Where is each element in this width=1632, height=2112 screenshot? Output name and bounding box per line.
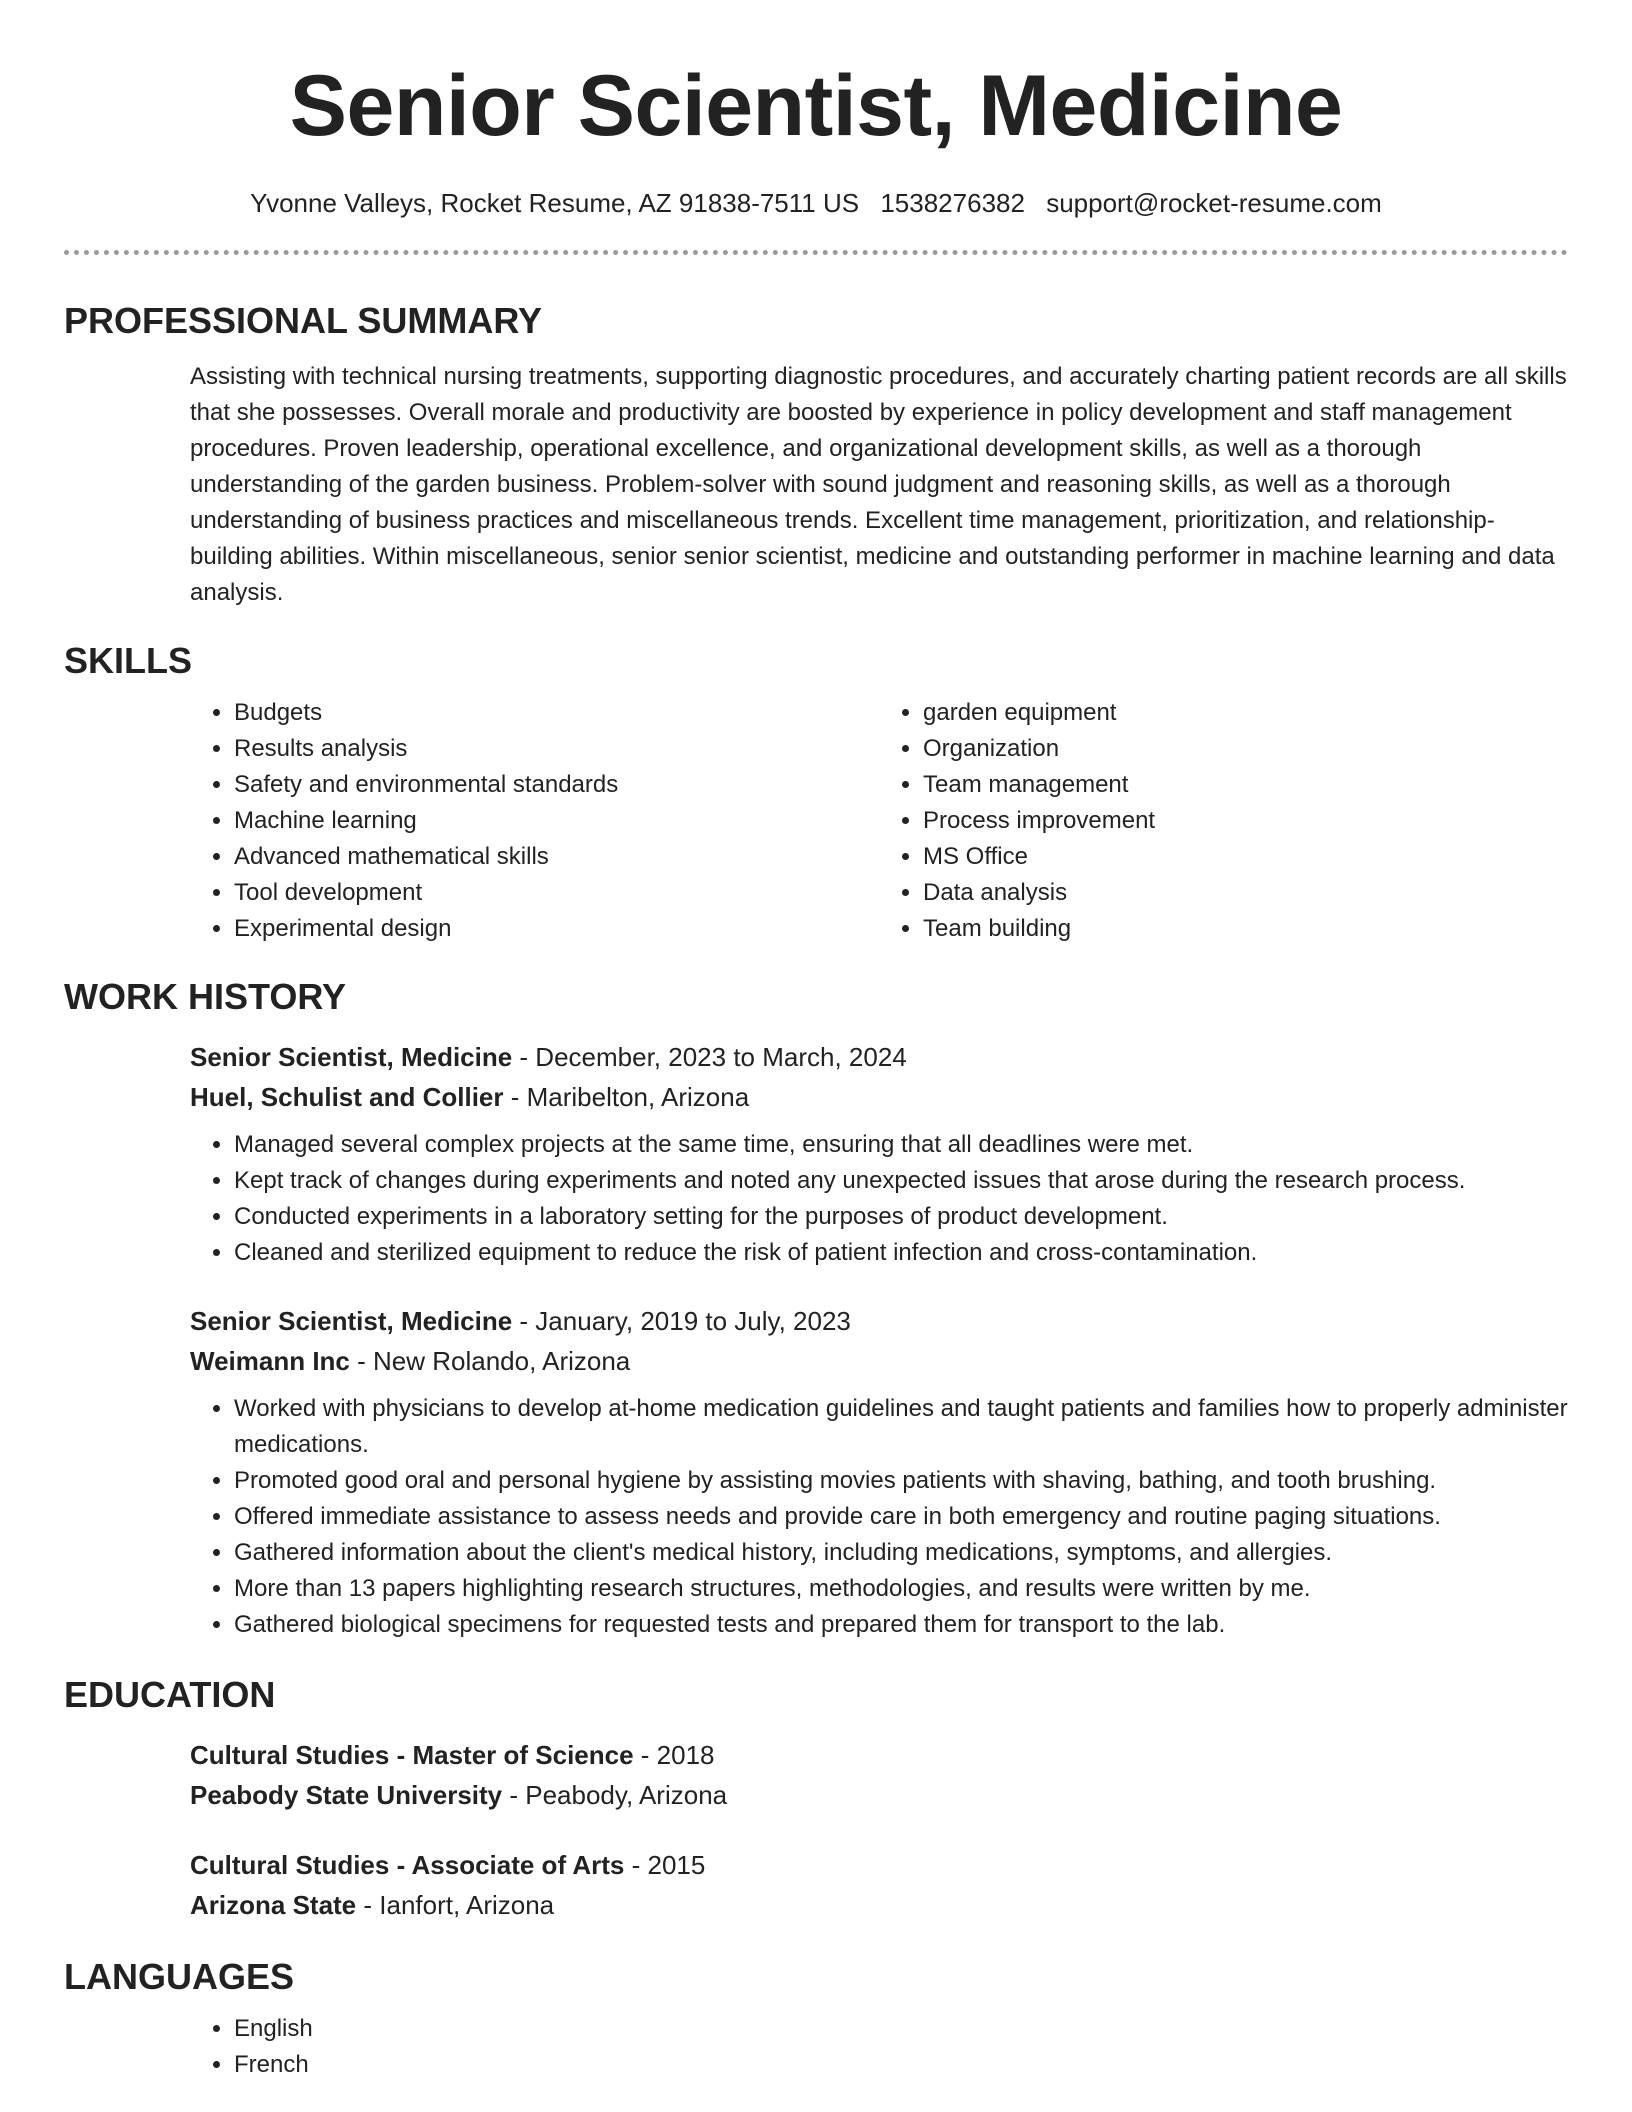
resume-title: Senior Scientist, Medicine [289,58,1343,154]
summary-section [64,299,1568,611]
contact-address: Yvonne Valleys, Rocket Resume, AZ 91838-7511 US [250,188,860,218]
education-school-line [190,1885,1568,1925]
education-degree-line [190,1845,1568,1885]
section-heading-languages: LANGUAGES [64,1956,295,1997]
job-bullets [190,1127,1568,1271]
skill-item: • Tool development [234,875,879,911]
education-school: Peabody State University [190,1780,503,1810]
education-year: - 2018 [633,1740,715,1770]
contact-line [64,188,1568,218]
contact-phone: 1538276382 [880,188,1025,218]
skill-item: • Experimental design [234,911,879,947]
skills-list-left [190,695,879,947]
job-title: Senior Scientist, Medicine [190,1306,513,1336]
job-title-line [190,1301,1568,1341]
header-divider [64,250,1568,255]
language-item: • French [234,2047,1568,2083]
resume-page [64,0,1568,2083]
skill-item: • Results analysis [234,731,879,767]
job-company: Huel, Schulist and Collier [190,1082,504,1112]
skill-item: • Team building [923,911,1568,947]
job-company-line [190,1077,1568,1117]
job-bullet: • Offered immediate assistance to assess needs and provide care in both emergency and routine paging situations. [234,1499,1568,1535]
skill-item: • Safety and environmental standards [234,767,879,803]
education-degree: Cultural Studies - Master of Science [190,1740,634,1770]
languages-section [64,1955,1568,2083]
job-bullet: • Promoted good oral and personal hygiene by assisting movies patients with shaving, bathing, and tooth brushing. [234,1463,1568,1499]
language-item: • English [234,2011,1568,2047]
job-bullet: • Managed several complex projects at the same time, ensuring that all deadlines were met. [234,1127,1568,1163]
skill-item: • Organization [923,731,1568,767]
education-school-line [190,1775,1568,1815]
job-location: - Maribelton, Arizona [503,1082,750,1112]
job-title: Senior Scientist, Medicine [190,1042,513,1072]
job-company: Weimann Inc [190,1346,350,1376]
job-company-line [190,1341,1568,1381]
skill-item: • Budgets [234,695,879,731]
job-dates: - December, 2023 to March, 2024 [512,1042,907,1072]
education-year: - 2015 [624,1850,706,1880]
skill-item: • Advanced mathematical skills [234,839,879,875]
education-entry [190,1845,1568,1925]
skills-columns [190,695,1568,947]
job-bullet: • Gathered information about the client's medical history, including medications, symptoms, and allergies. [234,1535,1568,1571]
skills-section [64,639,1568,947]
skill-item: • MS Office [923,839,1568,875]
job-location: - New Rolando, Arizona [349,1346,631,1376]
job-bullet: • Gathered biological specimens for requested tests and prepared them for transport to the lab. [234,1607,1568,1643]
job-entry [190,1301,1568,1643]
section-heading-work: WORK HISTORY [64,976,347,1017]
job-bullet: • Cleaned and sterilized equipment to reduce the risk of patient infection and cross-contamination. [234,1235,1568,1271]
job-bullets [190,1391,1568,1643]
contact-email: support@rocket-resume.com [1046,188,1382,218]
job-bullet: • Worked with physicians to develop at-home medication guidelines and taught patients and families how to properly administer medications. [234,1391,1568,1463]
section-heading-summary: PROFESSIONAL SUMMARY [64,300,543,341]
education-degree: Cultural Studies - Associate of Arts [190,1850,625,1880]
education-degree-line [190,1735,1568,1775]
languages-list [190,2011,1568,2083]
skill-item: • Team management [923,767,1568,803]
skill-item: • garden equipment [923,695,1568,731]
job-dates: - January, 2019 to July, 2023 [512,1306,851,1336]
skill-item: • Machine learning [234,803,879,839]
job-bullet: • Kept track of changes during experiments and noted any unexpected issues that arose during the research process. [234,1163,1568,1199]
job-bullet: • More than 13 papers highlighting research structures, methodologies, and results were written by me. [234,1571,1568,1607]
skill-item: • Data analysis [923,875,1568,911]
work-history-section [64,975,1568,1643]
section-heading-skills: SKILLS [64,640,193,681]
education-location: - Ianfort, Arizona [356,1890,555,1920]
education-school: Arizona State [190,1890,357,1920]
skill-item: • Process improvement [923,803,1568,839]
education-section [64,1673,1568,1925]
job-bullet: • Conducted experiments in a laboratory setting for the purposes of product development. [234,1199,1568,1235]
education-location: - Peabody, Arizona [502,1780,728,1810]
job-entry [190,1037,1568,1271]
education-entry [190,1735,1568,1815]
section-heading-education: EDUCATION [64,1674,276,1715]
skills-list-right [879,695,1568,947]
summary-text: Assisting with technical nursing treatments, supporting diagnostic procedures, and accurately charting patient records are all skills that she possesses. Overall morale and productivity are boosted by experience in policy development and staff management procedures. Proven leadership, operational excellence, and organizational development skills, as well as a thorough understanding of the garden business. Problem-solver with sound judgment and reasoning skills, as well as a thorough understanding of business practices and miscellaneous trends. Excellent time management, prioritization, and relationship-building abilities. Within miscellaneous, senior senior scientist, medicine and outstanding performer in machine learning and data analysis. [190,363,1567,606]
job-title-line [190,1037,1568,1077]
